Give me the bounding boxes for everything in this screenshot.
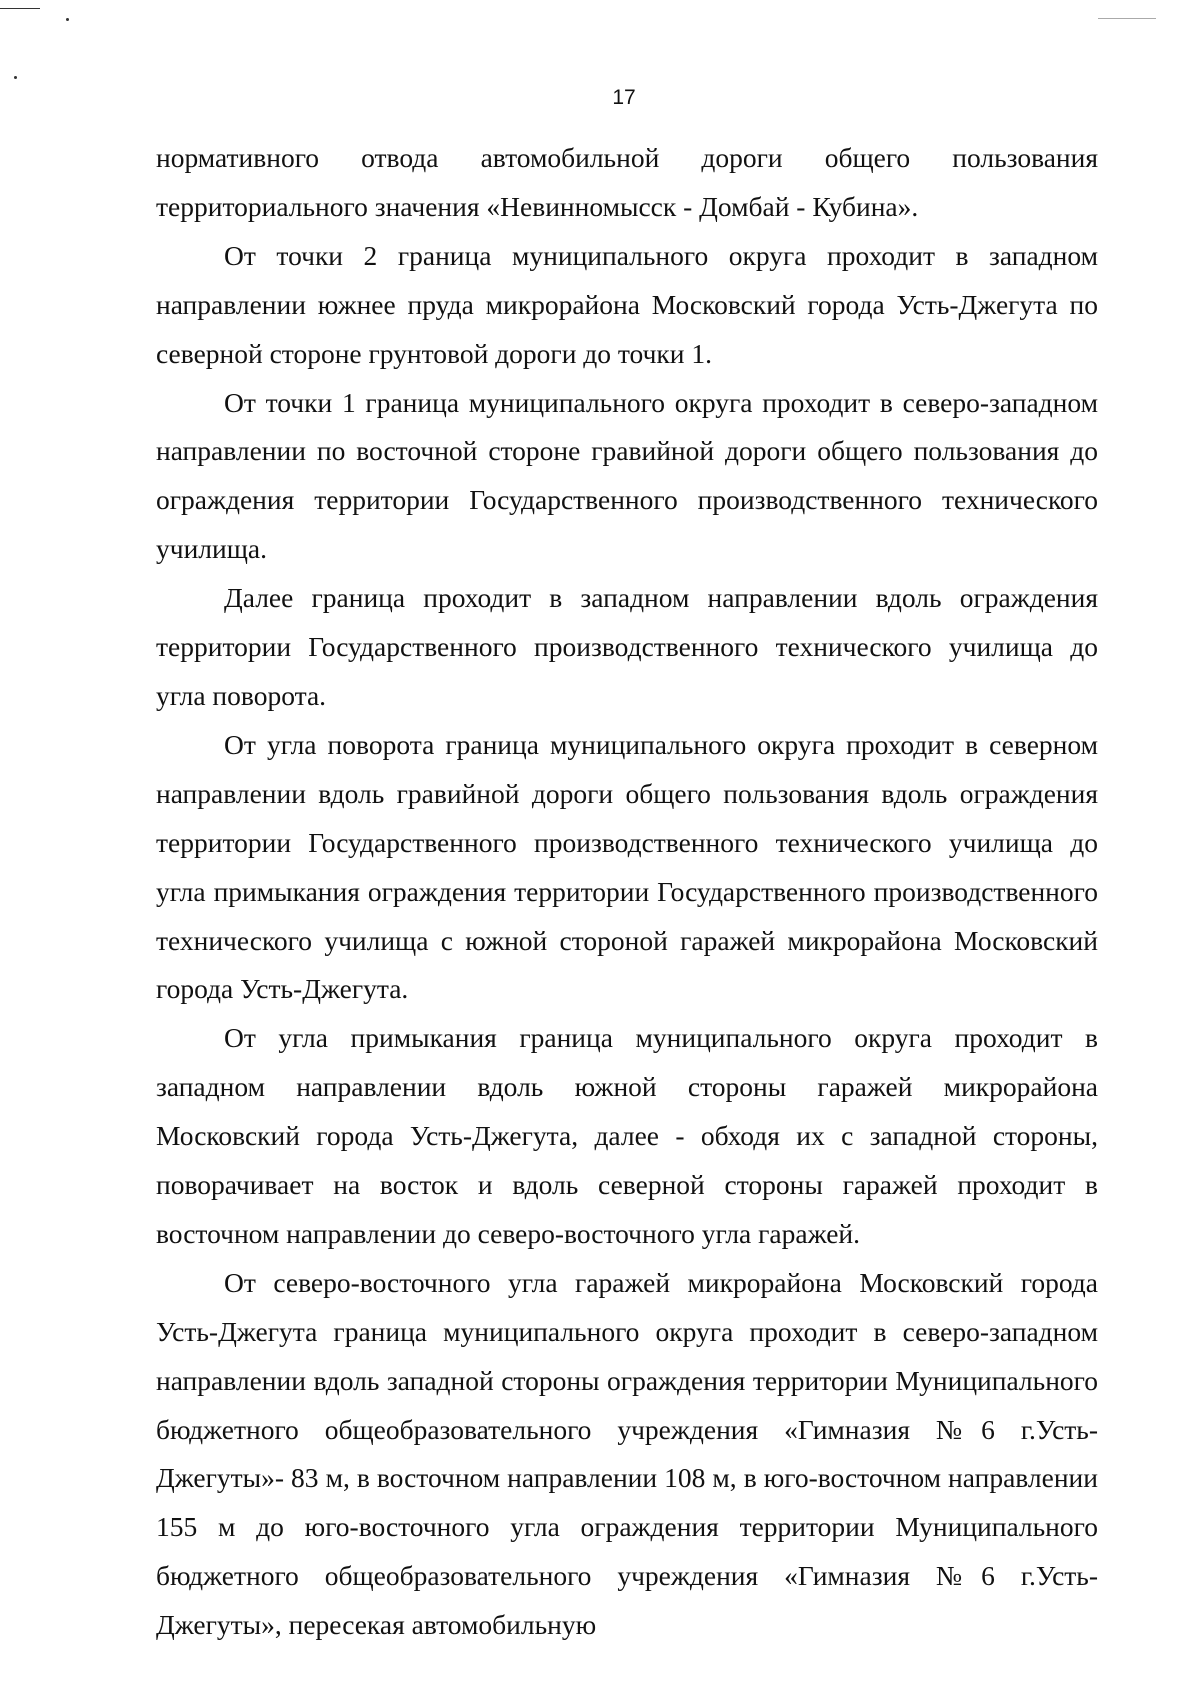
paragraph: От угла примыкания граница муниципального округа проходит в западном направлении вдоль южной стороны гаражей микрорайона Московский города Усть-Джегута, далее - обходя их с западной стороны, поворачивает на восток и вдоль северной стороны гаражей проходит в восточном направлении до северо-восточного угла гаражей. (156, 1022, 1098, 1249)
paragraph: От точки 1 граница муниципального округа проходит в северо-западном направлении по восточной стороне гравийной дороги общего пользования до ограждения территории Государственного производственного технического училища. (156, 386, 1098, 565)
paragraph: нормативного отвода автомобильной дороги общего пользования территориального значения «Невинномысск - Домбай - Кубина». (156, 142, 1098, 222)
document-body (156, 134, 1098, 1650)
scan-edge-mark (1098, 18, 1156, 19)
scan-edge-mark (0, 8, 40, 9)
scan-dot (14, 76, 17, 79)
paragraph: Далее граница проходит в западном направлении вдоль ограждения территории Государственного производственного технического училища до угла поворота. (156, 582, 1098, 711)
scan-dot (66, 18, 69, 21)
page-number: 17 (612, 86, 636, 109)
paragraph: От угла поворота граница муниципального округа проходит в северном направлении вдоль гравийной дороги общего пользования вдоль ограждения территории Государственного производственного технического училища до угла примыкания ограждения территории Государственного производственного технического училища с южной стороной гаражей микрорайона Московский города Усть-Джегута. (156, 728, 1098, 1005)
paragraph: От северо-восточного угла гаражей микрорайона Московский города Усть-Джегута граница муниципального округа проходит в северо-западном направлении вдоль западной стороны ограждения территории Муниципального бюджетного общеобразовательного учреждения «Гимназия №6 г.Усть-Джегуты»- 83 м, в восточном направлении 108 м, в юго-восточном направлении 155 м до юго-восточного угла ограждения территории Муниципального бюджетного общеобразовательного учреждения «Гимназия №6 г.Усть-Джегуты», пересекая автомобильную (156, 1266, 1098, 1641)
paragraph: От точки 2 граница муниципального округа проходит в западном направлении южнее пруда микрорайона Московский города Усть-Джегута по северной стороне грунтовой дороги до точки 1. (156, 239, 1098, 369)
